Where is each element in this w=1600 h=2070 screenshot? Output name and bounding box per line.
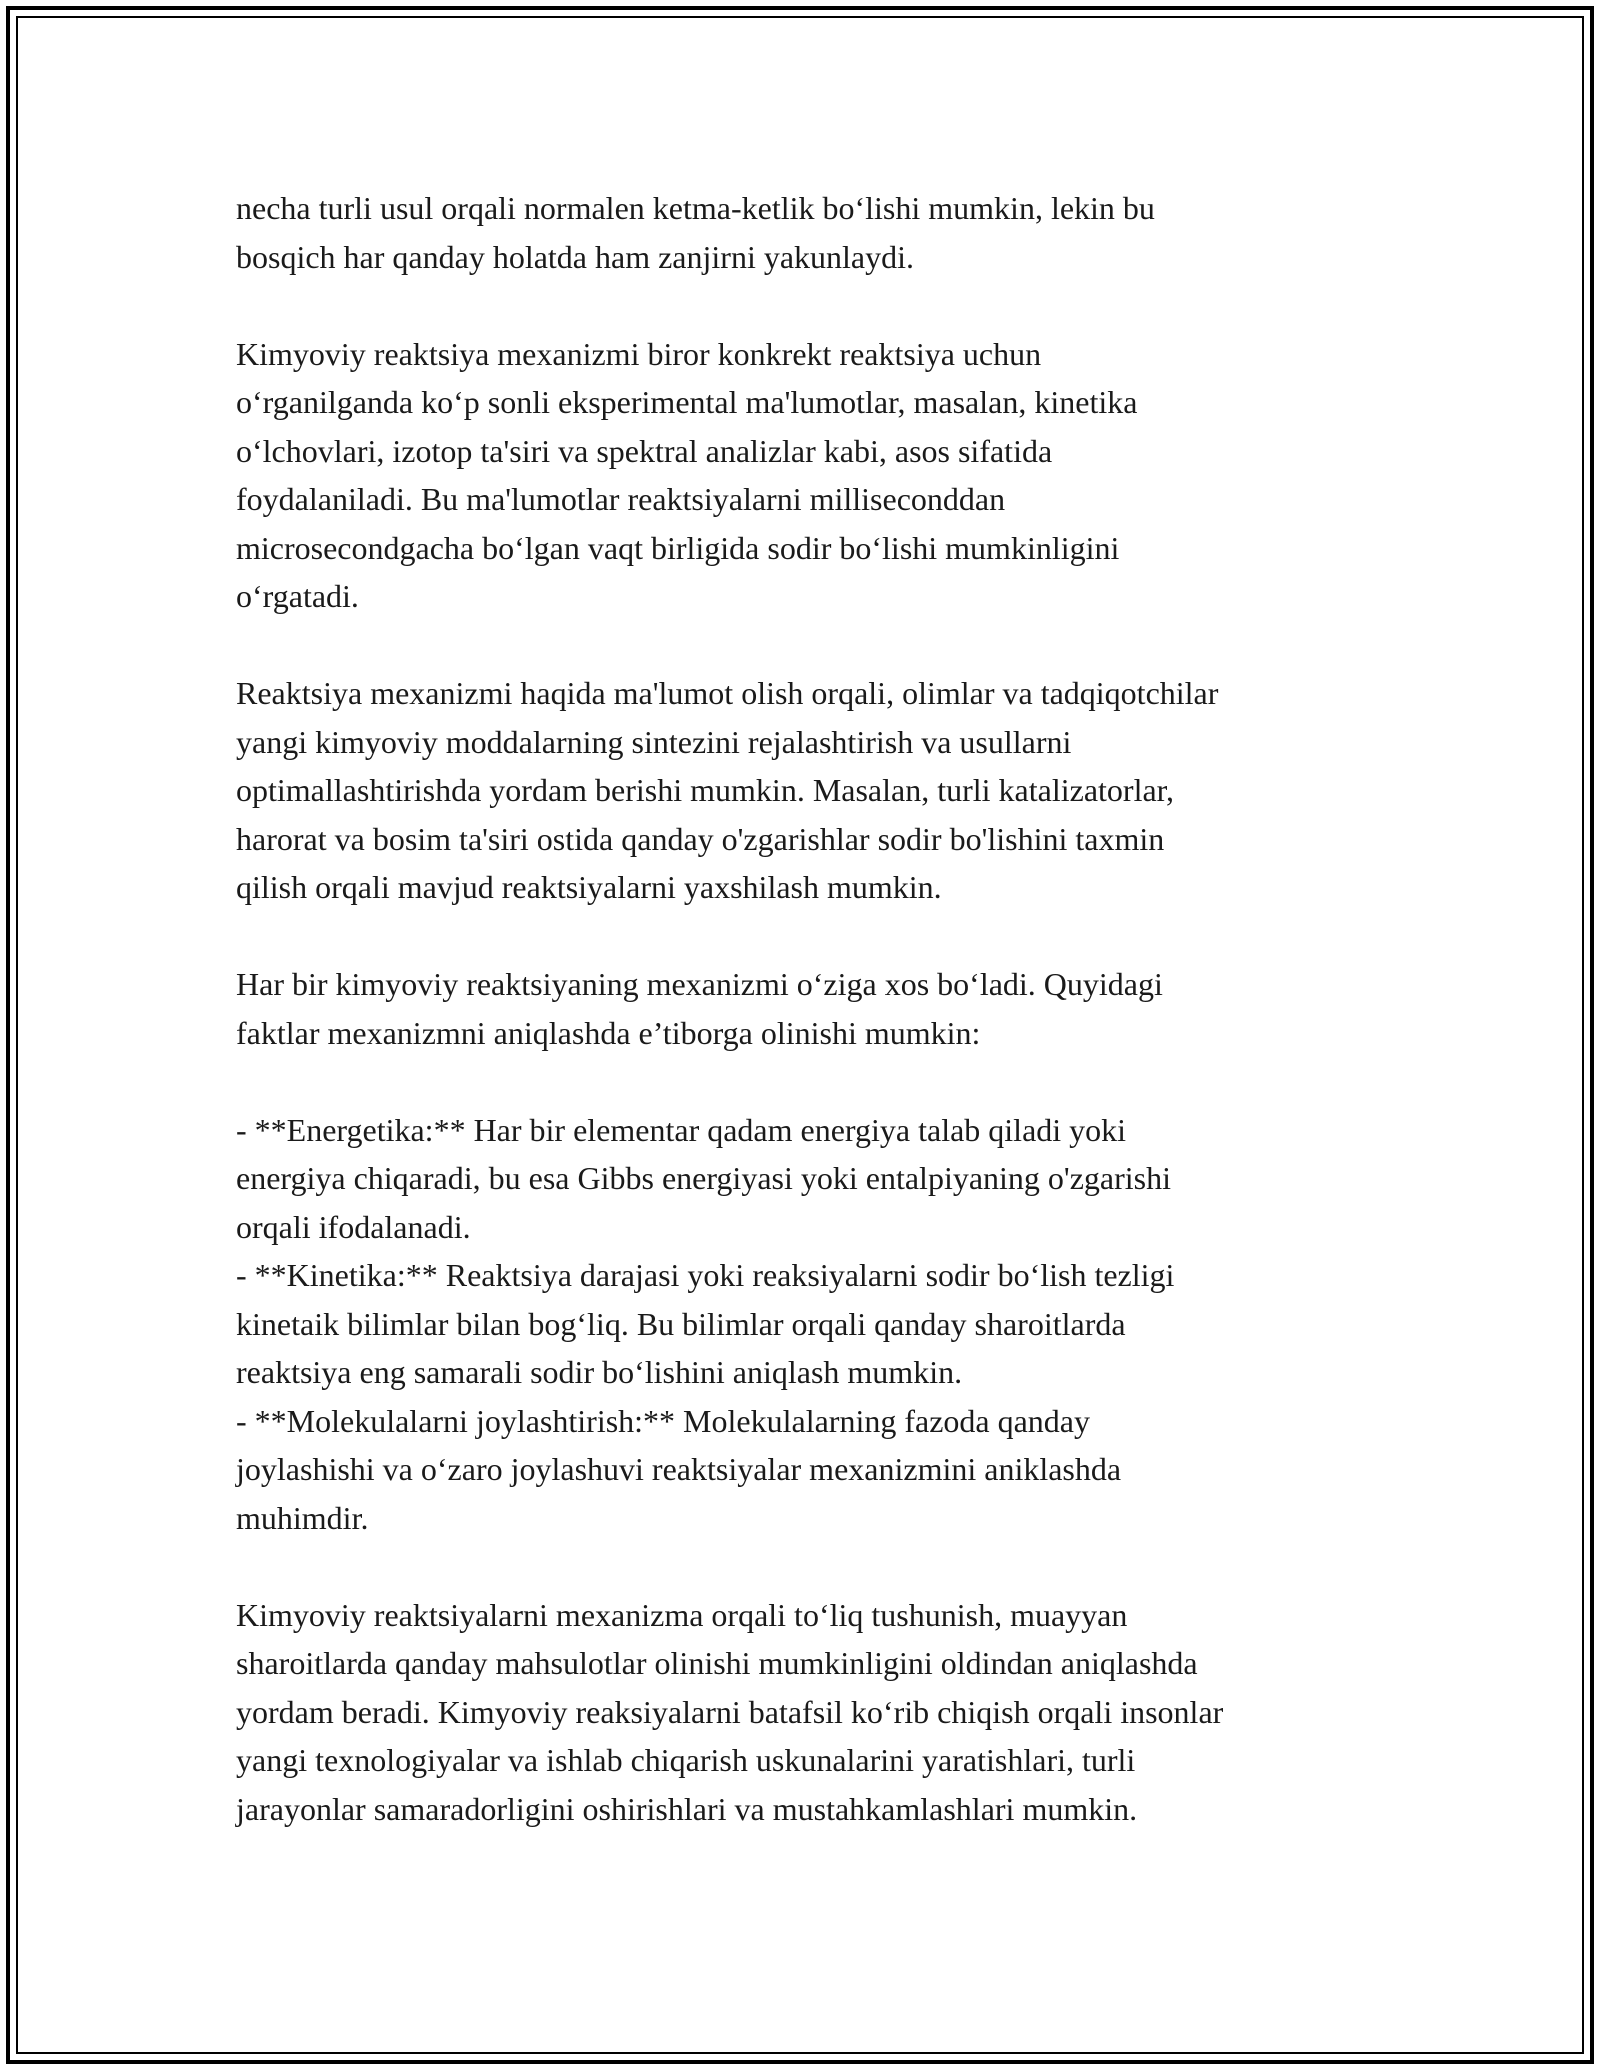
text-line: yangi kimyoviy moddalarning sintezini rejalashtirish va usullarni	[236, 723, 1072, 760]
text-line: o‘rgatadi.	[236, 578, 359, 614]
text-line: necha turli usul orqali normalen ketma-ketlik bo‘lishi mumkin, lekin bu	[236, 190, 1155, 226]
text-line: bosqich har qanday holatda ham zanjirni yakunlaydi.	[236, 238, 915, 275]
text-line: o‘rganilganda ko‘p sonli eksperimental ma'lumotlar, masalan, kinetika	[236, 384, 1138, 420]
text-line: Har bir kimyoviy reaktsiyaning mexanizmi o‘ziga xos bo‘ladi. Quyidagi	[236, 966, 1163, 1002]
document-body	[236, 184, 1396, 1833]
text-line: - **Energetika:** Har bir elementar qadam energiya talab qiladi yoki	[236, 1111, 1127, 1148]
text-line: jarayonlar samaradorligini oshirishlari va mustahkamlashlari mumkin.	[236, 1790, 1138, 1827]
text-line: kinetaik bilimlar bilan bog‘liq. Bu bilimlar orqali qanday sharoitlarda	[236, 1305, 1126, 1342]
text-line: - **Kinetika:** Reaktsiya darajasi yoki reaksiyalarni sodir bo‘lish tezligi	[236, 1257, 1175, 1293]
text-line: - **Molekulalarni joylashtirish:** Molekulalarning fazoda qanday	[236, 1402, 1090, 1439]
text-line: sharoitlarda qanday mahsulotlar olinishi mumkinligini oldindan aniqlashda	[236, 1645, 1198, 1681]
text-line: yordam beradi. Kimyoviy reaksiyalarni batafsil ko‘rib chiqish orqali insonlar	[236, 1693, 1224, 1730]
text-line: Kimyoviy reaktsiyalarni mexanizma orqali to‘liq tushunish, muayyan	[236, 1596, 1128, 1633]
paragraph-3	[236, 669, 1396, 912]
text-line: muhimdir.	[236, 1499, 369, 1536]
text-line: o‘lchovlari, izotop ta'siri va spektral analizlar kabi, asos sifatida	[236, 432, 1053, 469]
text-line: reaktsiya eng samarali sodir bo‘lishini aniqlash mumkin.	[236, 1354, 963, 1390]
text-line: harorat va bosim ta'siri ostida qanday o'zgarishlar sodir bo'lishini taxmin	[236, 820, 1165, 857]
text-line: optimallashtirishda yordam berishi mumkin. Masalan, turli katalizatorlar,	[236, 772, 1175, 808]
text-line: faktlar mexanizmni aniqlashda e’tiborga olinishi mumkin:	[236, 1014, 981, 1051]
paragraph-4	[236, 960, 1396, 1057]
text-line: microsecondgacha bo‘lgan vaqt birligida sodir bo‘lishi mumkinligini	[236, 529, 1120, 566]
paragraph-6	[236, 1591, 1396, 1834]
text-line: yangi texnologiyalar va ishlab chiqarish uskunalarini yaratishlari, turli	[236, 1742, 1136, 1778]
text-line: Reaktsiya mexanizmi haqida ma'lumot olish orqali, olimlar va tadqiqotchilar	[236, 675, 1219, 711]
paragraph-5-list	[236, 1106, 1396, 1543]
text-line: orqali ifodalanadi.	[236, 1208, 471, 1245]
text-line: foydalaniladi. Bu ma'lumotlar reaktsiyalarni milliseconddan	[236, 481, 1006, 517]
paragraph-2	[236, 330, 1396, 621]
text-line: joylashishi va o‘zaro joylashuvi reaktsiyalar mexanizmini aniklashda	[236, 1451, 1122, 1487]
text-line: energiya chiqaradi, bu esa Gibbs energiyasi yoki entalpiyaning o'zgarishi	[236, 1160, 1171, 1196]
text-line: Kimyoviy reaktsiya mexanizmi biror konkrekt reaktsiya uchun	[236, 335, 1042, 372]
paragraph-1	[236, 184, 1396, 281]
text-line: qilish orqali mavjud reaktsiyalarni yaxshilash mumkin.	[236, 869, 942, 905]
